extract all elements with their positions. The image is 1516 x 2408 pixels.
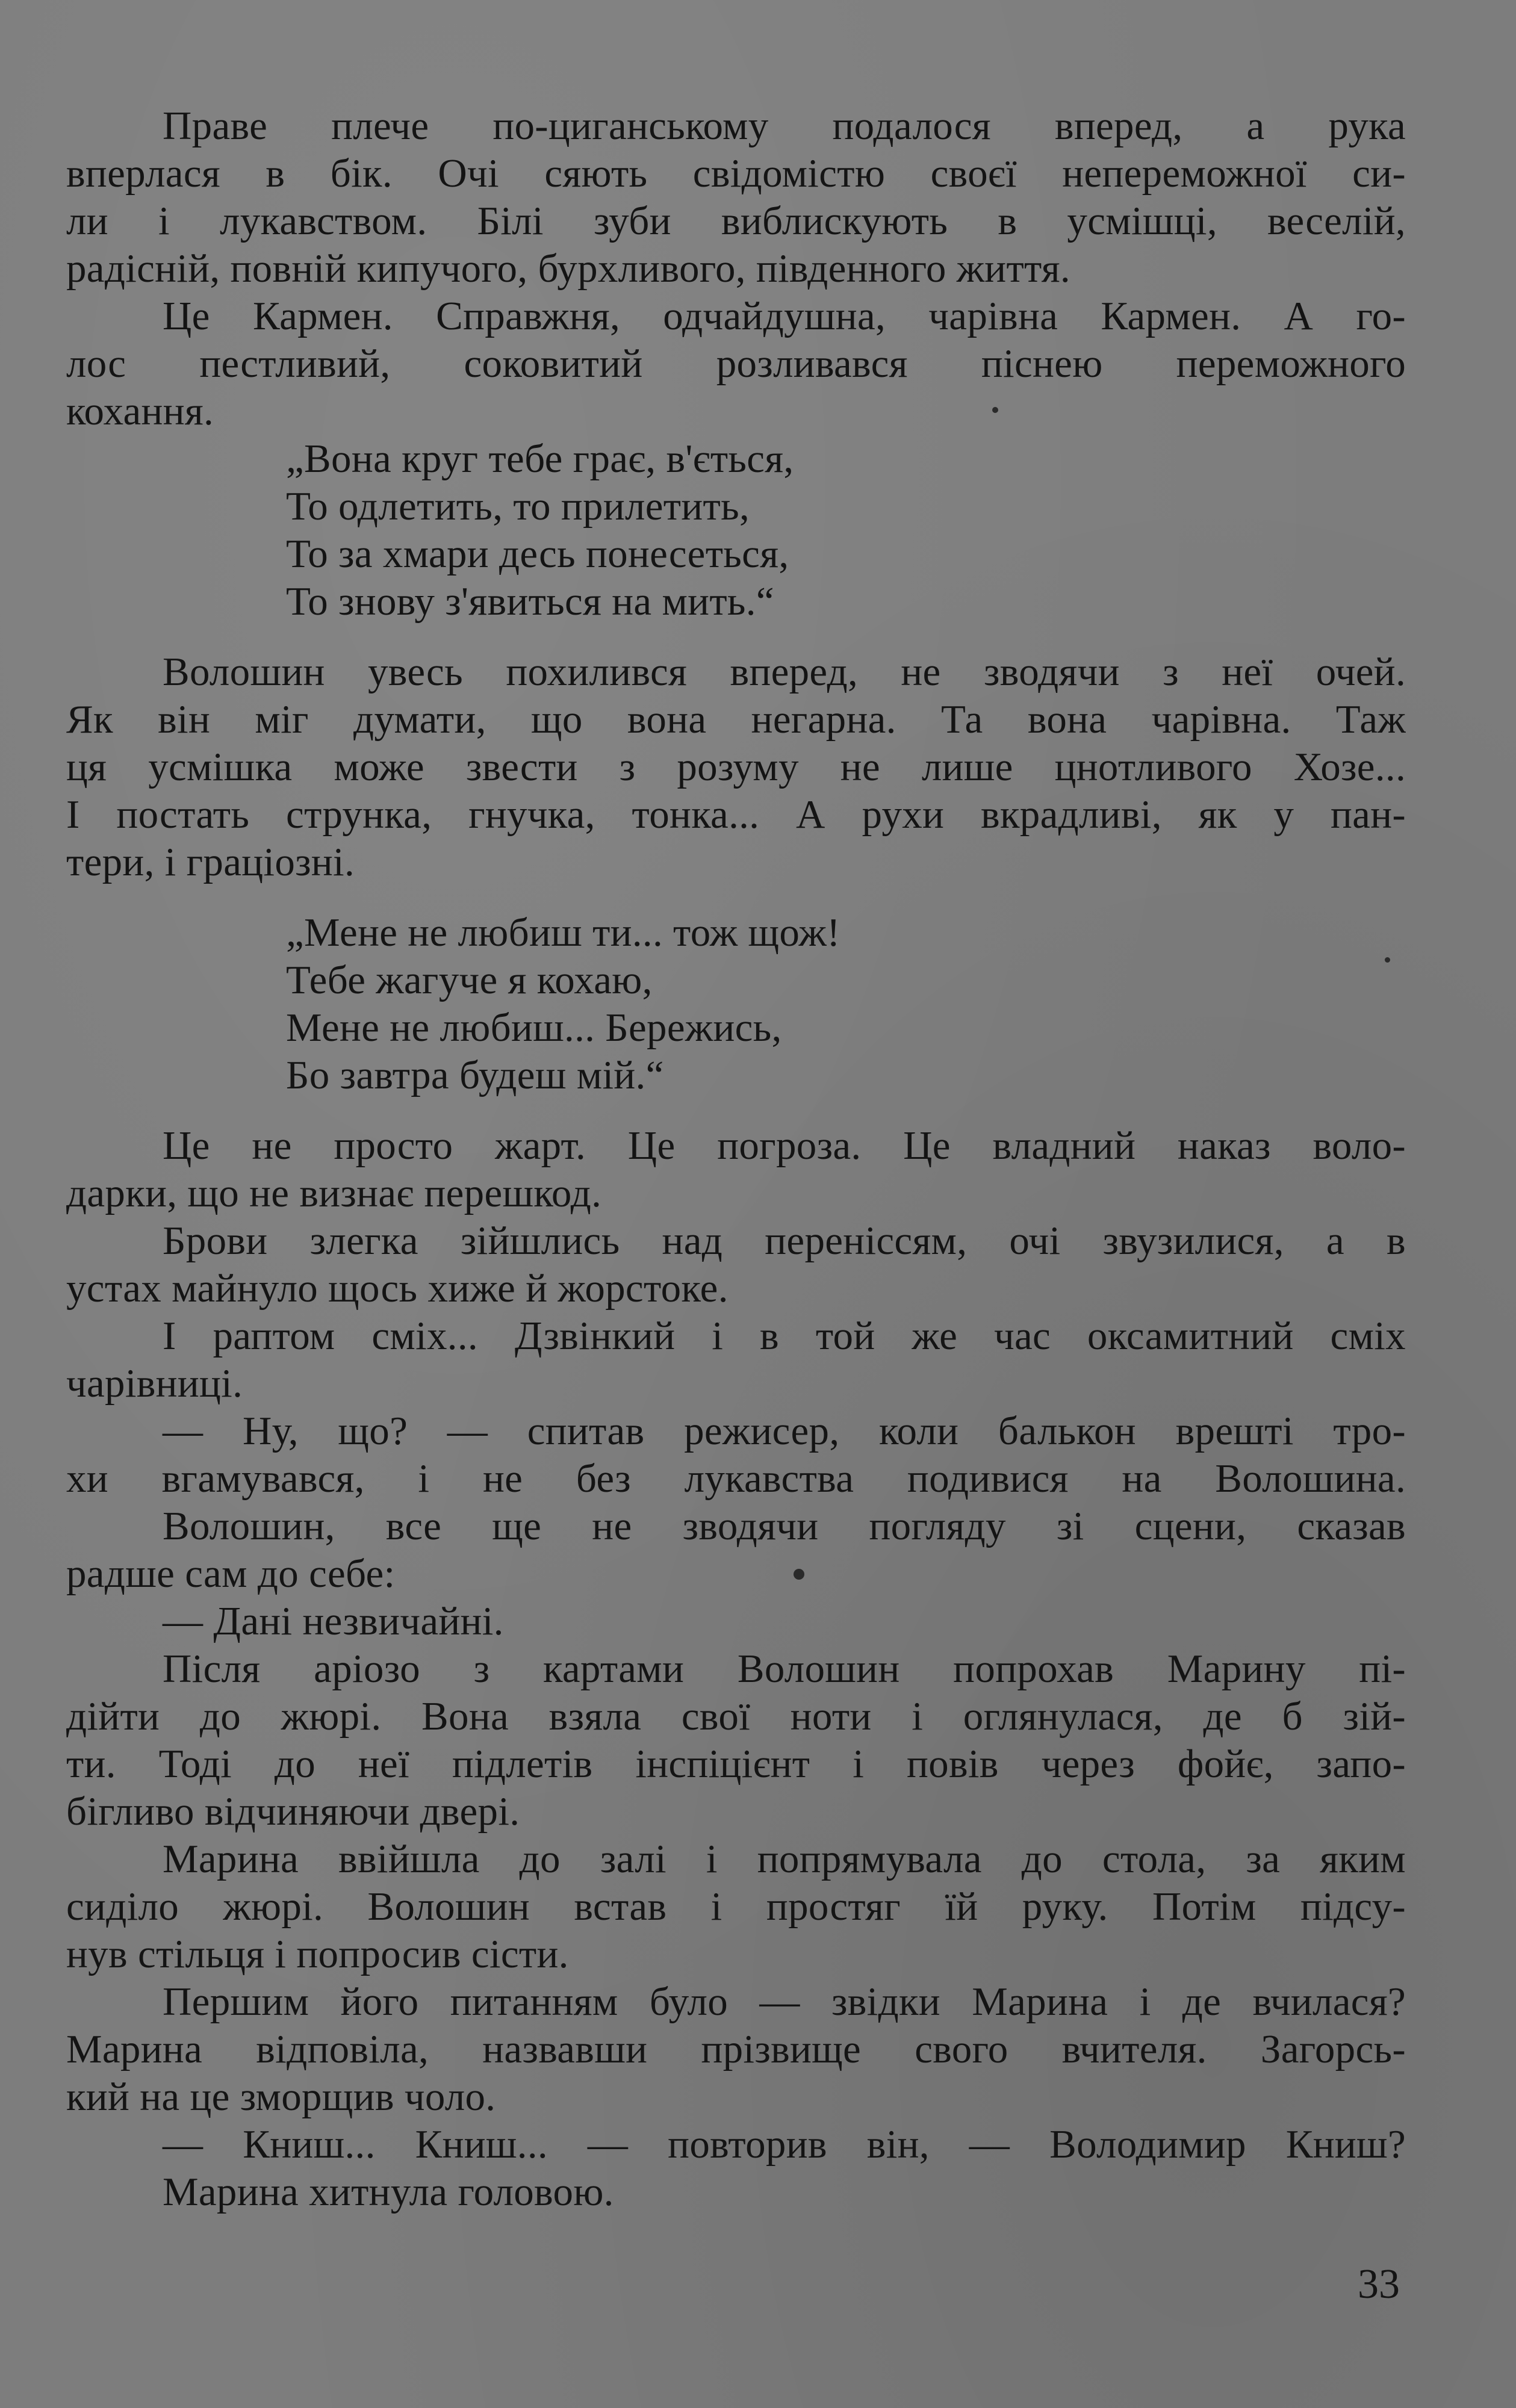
verse-line: То одлетить, то прилетить, <box>286 484 750 529</box>
text-line: ти. Тоді до неї підлетів інспіцієнт і повів через фойє, запо- <box>66 1742 1406 1786</box>
text-line: Волошин увесь похилився вперед, не зводячи з неї очей. <box>163 650 1406 694</box>
text-line: Першим його питанням було — звідки Марина і де вчилася? <box>163 1979 1406 2024</box>
text-line: Це не просто жарт. Це погроза. Це владний наказ воло- <box>163 1123 1406 1168</box>
text-line: ця усмішка може звести з розуму не лише цнотливого Хозе... <box>66 745 1406 789</box>
text-line: Волошин, все ще не зводячи погляду зі сцени, сказав <box>163 1504 1406 1548</box>
text-line: Після аріозо з картами Волошин попрохав Марину пі- <box>163 1646 1406 1691</box>
text-line: вперлася в бік. Очі сяють свідомістю своєї непереможної си- <box>66 151 1406 196</box>
text-line: Марина відповіла, назвавши прізвище свого вчителя. Загорсь- <box>66 2027 1406 2071</box>
verse-line: „Мене не любиш ти... тож щож! <box>286 910 840 955</box>
text-line: — Книш... Книш... — повторив він, — Володимир Книш? <box>163 2122 1406 2167</box>
text-line: І раптом сміх... Дзвінкий і в той же час оксамитний сміх <box>163 1314 1406 1358</box>
text-line: — Дані незвичайні. <box>163 1599 504 1643</box>
text-line: Марина ввійшла до залі і попрямувала до стола, за яким <box>163 1837 1406 1881</box>
verse-line: Бо завтра будеш мій.“ <box>286 1053 664 1097</box>
paragraph-gap <box>66 1099 1406 1122</box>
ink-speck <box>794 1569 804 1580</box>
text-line: І постать струнка, гнучка, тонка... А рухи вкрадливі, як у пан- <box>66 792 1406 837</box>
text-line: — Ну, що? — спитав режисер, коли балькон врешті тро- <box>163 1409 1406 1453</box>
page-number: 33 <box>1358 2261 1400 2307</box>
text-line: Це Кармен. Справжня, одчайдушна, чарівна Кармен. А го- <box>163 294 1406 338</box>
body-text <box>66 102 1406 2216</box>
text-line: кий на це зморщив чоло. <box>66 2074 496 2119</box>
ink-speck <box>992 407 998 413</box>
text-line: сиділо жюрі. Волошин встав і простяг їй руку. Потім підсу- <box>66 1884 1406 1929</box>
text-line: дарки, що не визнає перешкод. <box>66 1171 602 1215</box>
text-line: Брови злегка зійшлись над переніссям, очі звузилися, а в <box>163 1218 1406 1263</box>
text-line: хи вгамувався, і не без лукавства подивися на Волошина. <box>66 1456 1406 1501</box>
text-line: Марина хитнула головою. <box>163 2170 614 2214</box>
verse-line: То знову з'явиться на мить.“ <box>286 579 774 624</box>
text-line: лос пестливий, соковитий розливався піснею переможного <box>66 341 1406 386</box>
verse-line: Мене не любиш... Бережись, <box>286 1005 782 1050</box>
ink-speck <box>1385 957 1390 963</box>
verse-line: То за хмари десь понесеться, <box>286 532 789 576</box>
text-line: Як він міг думати, що вона негарна. Та вона чарівна. Таж <box>66 697 1406 742</box>
paragraph-gap <box>66 625 1406 648</box>
paragraph-gap <box>66 886 1406 909</box>
text-line: устах майнуло щось хиже й жорстоке. <box>66 1266 728 1311</box>
text-line: бігливо відчиняючи двері. <box>66 1789 520 1834</box>
text-line: кохання. <box>66 389 214 433</box>
verse-line: „Вона круг тебе грає, в'ється, <box>286 436 794 481</box>
text-line: тери, і граціозні. <box>66 840 355 884</box>
text-line: радше сам до себе: <box>66 1551 396 1596</box>
verse-line: Тебе жагуче я кохаю, <box>286 958 653 1002</box>
text-line: дійти до жюрі. Вона взяла свої ноти і оглянулася, де б зій- <box>66 1694 1406 1739</box>
text-line: радісній, повній кипучого, бурхливого, південного життя. <box>66 246 1070 291</box>
text-line: Праве плече по-циганському подалося вперед, а рука <box>163 104 1406 148</box>
text-line: чарівниці. <box>66 1361 243 1406</box>
text-line: ли і лукавством. Білі зуби виблискують в усмішці, веселій, <box>66 199 1406 243</box>
text-line: нув стільця і попросив сісти. <box>66 1932 569 1976</box>
